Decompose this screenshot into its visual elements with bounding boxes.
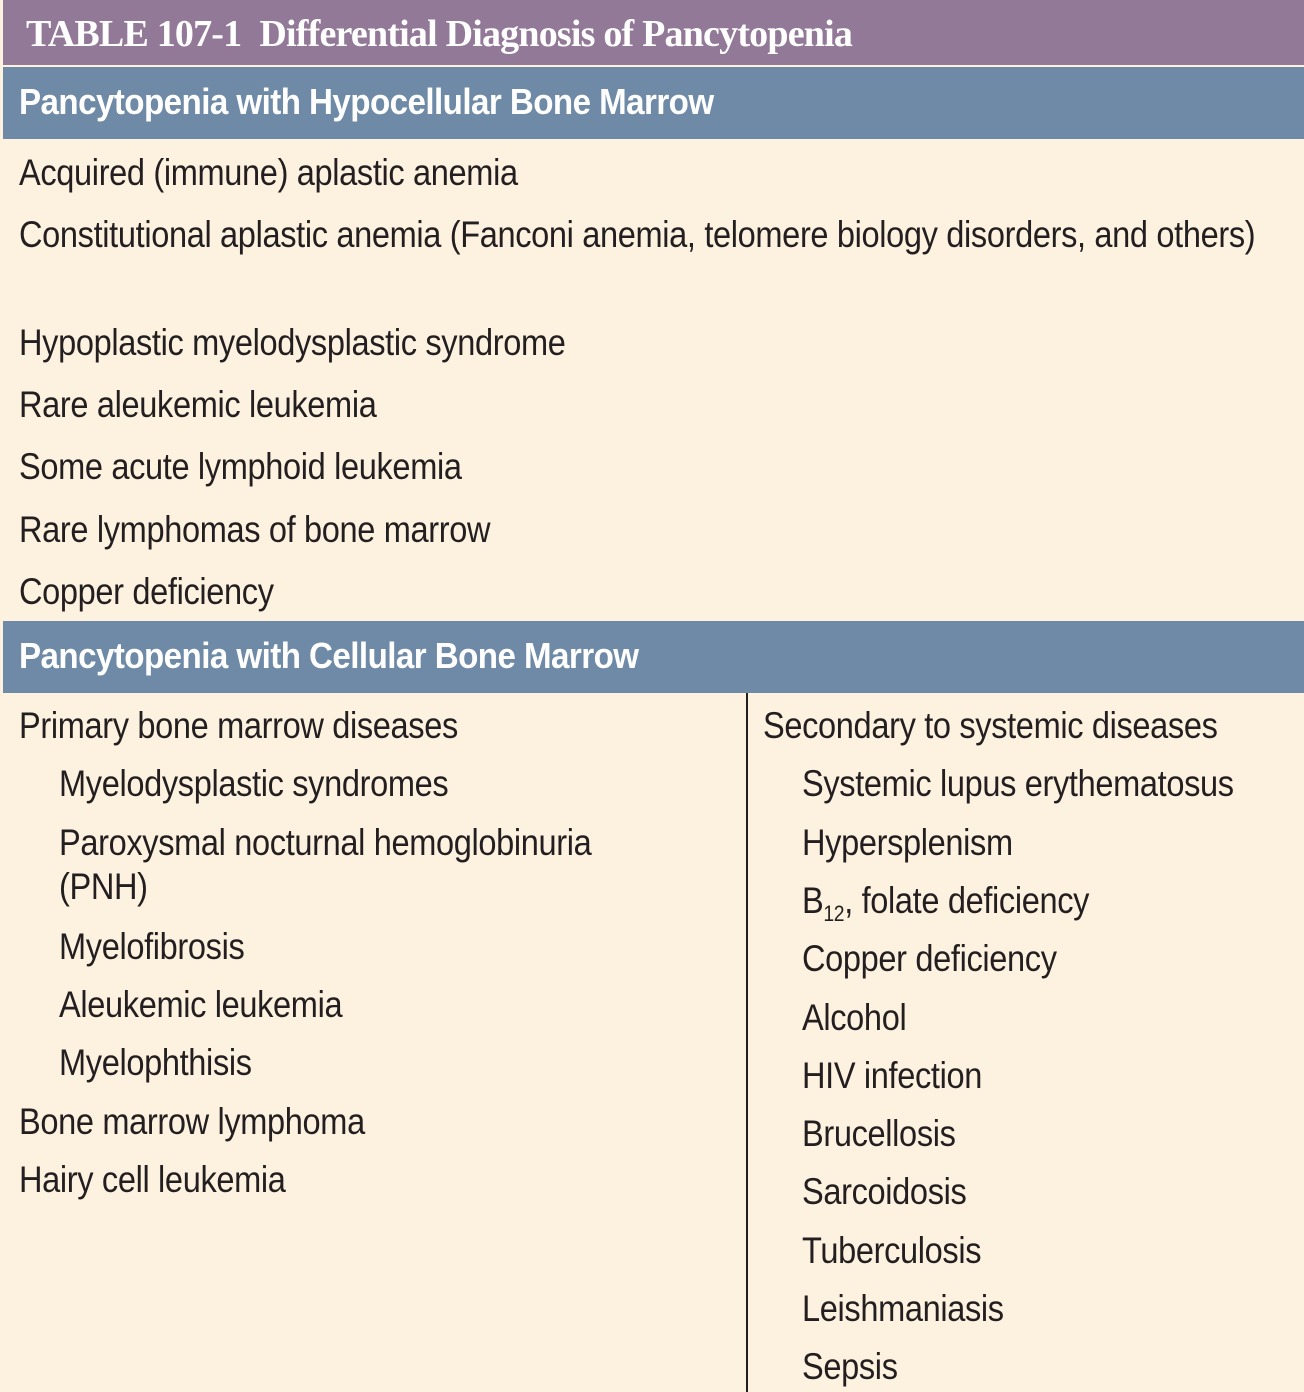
list-item: Hairy cell leukemia (19, 1159, 286, 1200)
list-item: Copper deficiency (19, 571, 274, 612)
table-number: TABLE 107-1 (26, 13, 242, 55)
list-item: Brucellosis (802, 1113, 956, 1154)
list-item: Leishmaniasis (802, 1288, 1004, 1329)
list-item: Copper deficiency (802, 938, 1057, 979)
column-divider (746, 693, 748, 1392)
subgroup-heading-primary: Primary bone marrow diseases (19, 705, 458, 746)
list-item: Bone marrow lymphoma (19, 1101, 365, 1142)
list-item: Rare lymphomas of bone marrow (19, 509, 491, 550)
list-item: Constitutional aplastic anemia (Fanconi anemia, telomere biology disorders, and others) (19, 214, 1256, 255)
b12-subscript: 12 (823, 901, 845, 926)
section-header-cellular (3, 621, 1304, 693)
table-title (26, 12, 852, 56)
table-title-bar (3, 0, 1304, 67)
list-item: HIV infection (802, 1055, 983, 1096)
list-item: Rare aleukemic leukemia (19, 384, 377, 425)
table-title-text: Differential Diagnosis of Pancytopenia (259, 13, 853, 55)
list-item: Paroxysmal nocturnal hemoglobinuria (PNH) (59, 822, 592, 907)
list-item: Tuberculosis (802, 1230, 982, 1271)
list-item-b12 (802, 879, 1090, 926)
list-item: Myelofibrosis (59, 926, 245, 967)
list-item: Aleukemic leukemia (59, 984, 343, 1025)
list-item: Hypoplastic myelodysplastic syndrome (19, 322, 566, 363)
b12-suffix: , folate deficiency (844, 880, 1090, 921)
list-item: Acquired (immune) aplastic anemia (19, 152, 518, 193)
list-item: Myelophthisis (59, 1042, 252, 1083)
b12-letter: B (802, 880, 824, 921)
list-item: Myelodysplastic syndromes (59, 763, 449, 804)
list-item: Sarcoidosis (802, 1171, 967, 1212)
section-header-hypocellular (3, 67, 1304, 139)
subgroup-heading-secondary: Secondary to systemic diseases (763, 705, 1218, 746)
list-item: Sepsis (802, 1346, 898, 1387)
section-heading: Pancytopenia with Cellular Bone Marrow (19, 635, 639, 676)
section-heading: Pancytopenia with Hypocellular Bone Marrow (19, 81, 714, 122)
list-item: Alcohol (802, 997, 907, 1038)
list-item: Systemic lupus erythematosus (802, 763, 1234, 804)
list-item: Hypersplenism (802, 822, 1013, 863)
list-item: Some acute lymphoid leukemia (19, 446, 462, 487)
